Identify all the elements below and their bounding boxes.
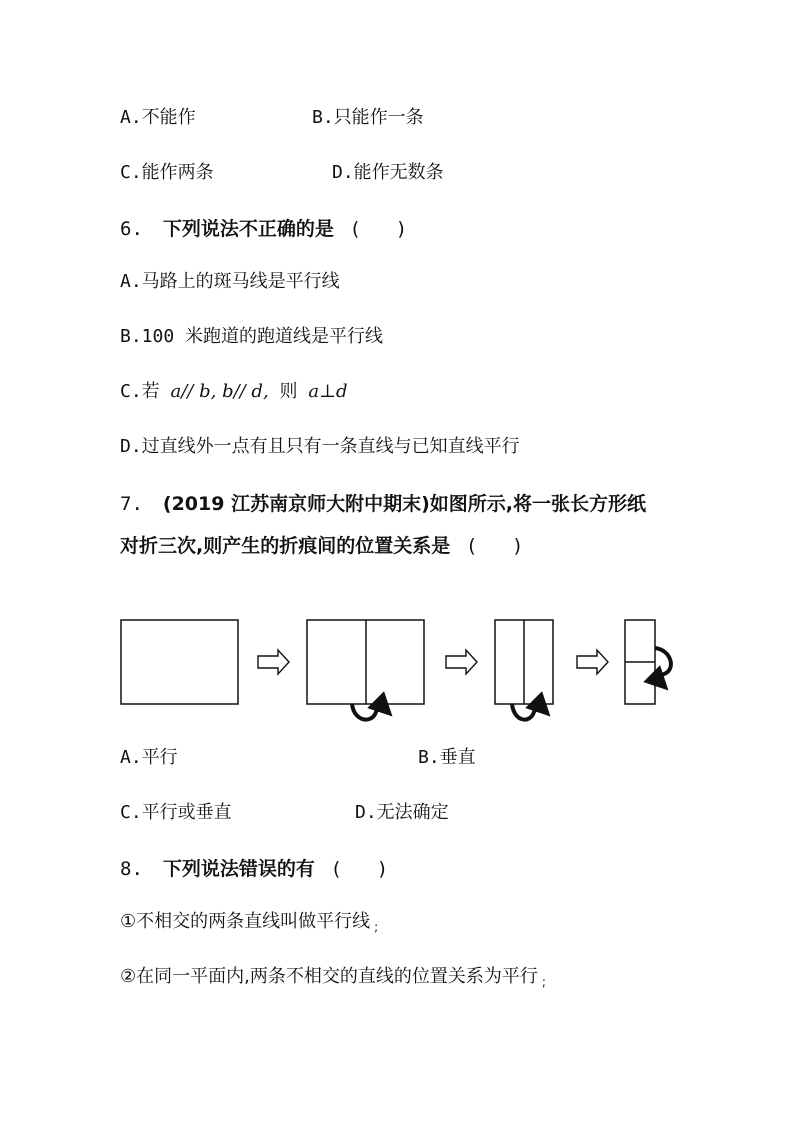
q6-answer-blank: ( ) xyxy=(351,218,405,240)
q6-option-b: B.100 米跑道的跑道线是平行线 xyxy=(120,326,384,347)
q8-stem xyxy=(120,856,386,882)
q6-option-a: A.马路上的斑马线是平行线 xyxy=(120,271,340,292)
q8-answer-blank: ( ) xyxy=(332,858,386,880)
q6-title: 下列说法不正确的是 xyxy=(162,218,334,240)
q7-title-line2: 对折三次,则产生的折痕间的位置关系是 xyxy=(120,535,451,557)
q6-option-c-mid: 则 xyxy=(268,381,309,402)
q8-number: 8. xyxy=(120,858,143,880)
q5-option-d: D.能作无数条 xyxy=(332,162,444,183)
fold-arrow-icon-2 xyxy=(352,704,384,720)
q5-option-b: B.只能作一条 xyxy=(312,107,424,128)
q7-option-a: A.平行 xyxy=(120,747,178,768)
q7-answer-blank: ( ) xyxy=(468,535,522,557)
q6-number: 6. xyxy=(120,218,143,240)
fold-arrow-icon-4 xyxy=(655,648,671,682)
q6-option-d: D.过直线外一点有且只有一条直线与已知直线平行 xyxy=(120,436,520,457)
q5-option-a: A.不能作 xyxy=(120,107,196,128)
paper-step-3 xyxy=(495,620,553,704)
q6-option-c-math: a// b, b// d, xyxy=(170,381,269,402)
paper-step-1 xyxy=(121,620,238,704)
q8-title: 下列说法错误的有 xyxy=(162,858,315,880)
q7-stem-line1 xyxy=(120,491,646,517)
q6-stem xyxy=(120,216,405,242)
q8-statement-1 xyxy=(120,910,378,939)
q8-statement-1-text: ①不相交的两条直线叫做平行线 xyxy=(120,911,371,932)
q7-option-d: D.无法确定 xyxy=(355,802,449,823)
q8-statement-2 xyxy=(120,965,546,994)
fold-arrow-icon-3 xyxy=(512,704,542,720)
hollow-arrow-icon-2 xyxy=(446,650,477,674)
q8-statement-2-sep: ; xyxy=(541,975,546,989)
q8-statement-2-text: ②在同一平面内,两条不相交的直线的位置关系为平行 xyxy=(120,966,538,987)
q7-option-c: C.平行或垂直 xyxy=(120,802,232,823)
paper-step-2 xyxy=(307,620,424,704)
hollow-arrow-icon-3 xyxy=(577,650,608,674)
q6-option-c xyxy=(120,380,348,404)
q5-option-c: C.能作两条 xyxy=(120,162,214,183)
q7-option-b: B.垂直 xyxy=(418,747,476,768)
q7-title-line1: (2019 江苏南京师大附中期末)如图所示,将一张长方形纸 xyxy=(162,493,646,515)
q7-stem-line2 xyxy=(120,533,521,559)
paper-step-4 xyxy=(625,620,655,704)
q6-option-c-math2: a⊥d xyxy=(308,381,348,402)
q6-option-c-prefix: C.若 xyxy=(120,381,171,402)
q7-number: 7. xyxy=(120,493,143,515)
q8-statement-1-sep: ; xyxy=(374,920,379,934)
hollow-arrow-icon-1 xyxy=(258,650,289,674)
